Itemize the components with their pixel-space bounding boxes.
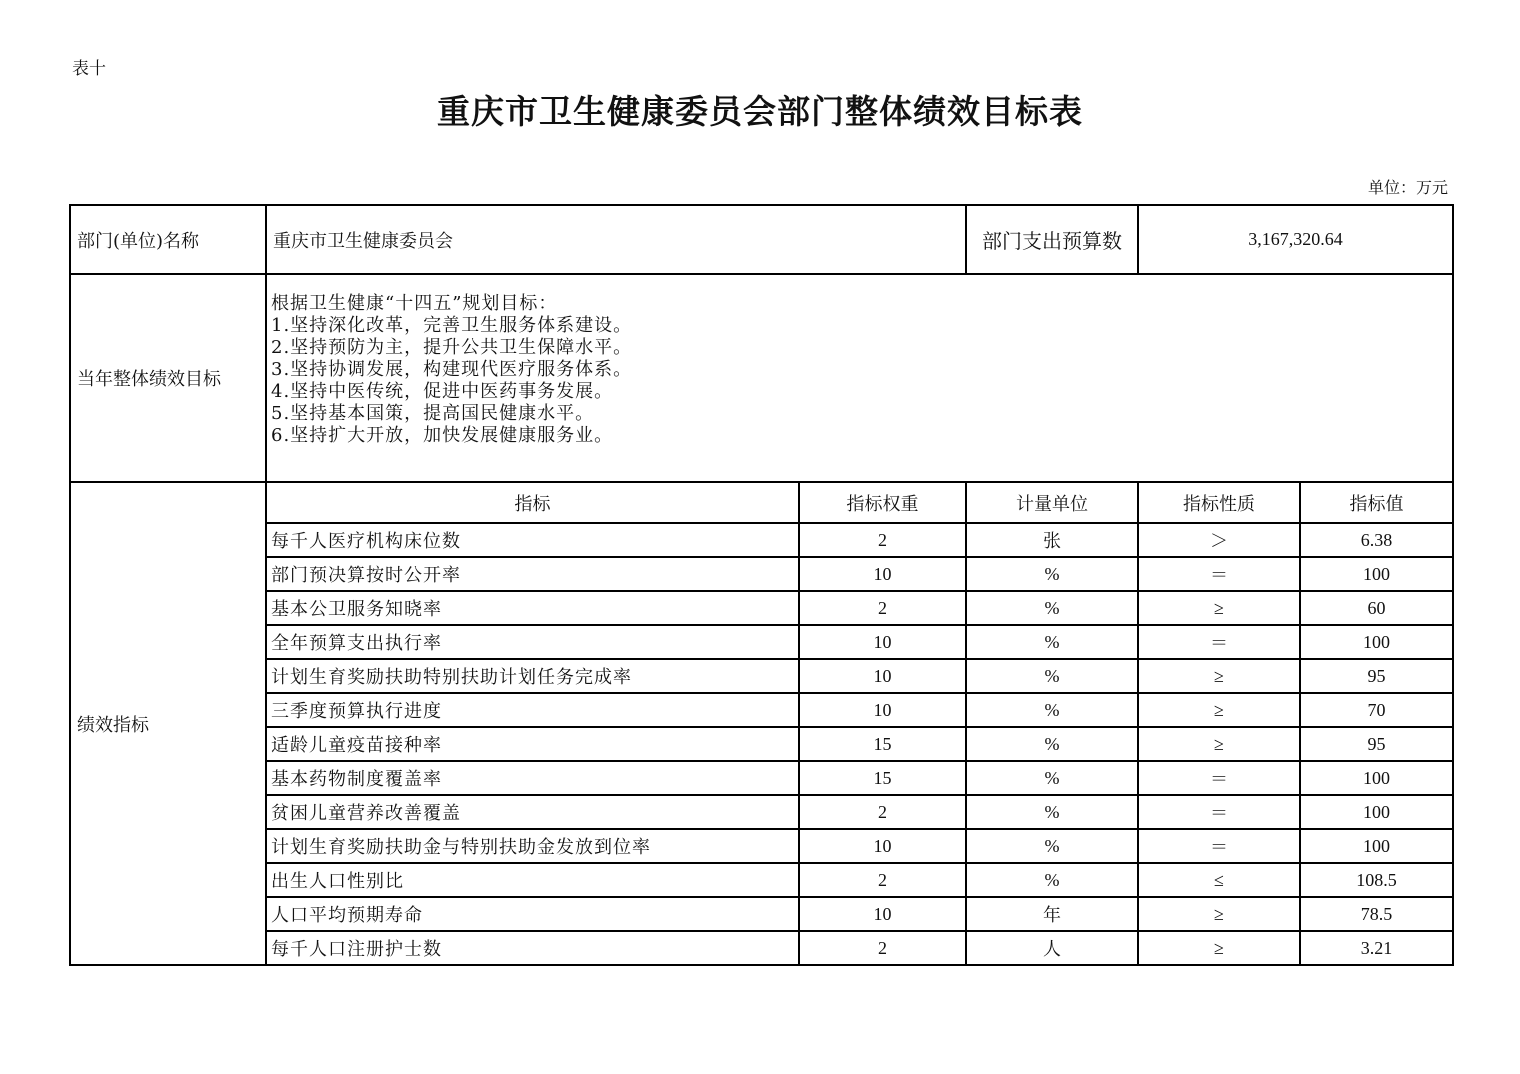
indicator-header-row <box>70 482 1453 523</box>
table-row <box>70 761 1453 795</box>
indicator-nature: ＝ <box>1138 557 1300 591</box>
indicator-nature: ≥ <box>1138 591 1300 625</box>
goals-label: 当年整体绩效目标 <box>70 274 266 482</box>
indicator-unit: 人 <box>966 931 1138 965</box>
table-row <box>70 523 1453 557</box>
indicator-weight: 10 <box>799 693 966 727</box>
table-row <box>70 659 1453 693</box>
table-row <box>70 557 1453 591</box>
table-row <box>70 931 1453 965</box>
indicator-value: 78.5 <box>1300 897 1453 931</box>
unit-label: 单位：万元 <box>1367 178 1448 197</box>
indicator-unit: % <box>966 557 1138 591</box>
indicator-name: 全年预算支出执行率 <box>266 625 799 659</box>
header-weight: 指标权重 <box>799 482 966 523</box>
indicator-nature: ＝ <box>1138 761 1300 795</box>
table-row <box>70 727 1453 761</box>
indicator-name: 适龄儿童疫苗接种率 <box>266 727 799 761</box>
goal-line: 6.坚持扩大开放，加快发展健康服务业。 <box>271 425 614 446</box>
indicator-name: 出生人口性别比 <box>266 863 799 897</box>
indicator-value: 95 <box>1300 659 1453 693</box>
indicator-value: 100 <box>1300 829 1453 863</box>
table-row <box>70 625 1453 659</box>
table-row <box>70 863 1453 897</box>
indicator-unit: % <box>966 863 1138 897</box>
indicator-name: 贫困儿童营养改善覆盖 <box>266 795 799 829</box>
indicator-unit: % <box>966 591 1138 625</box>
indicator-value: 100 <box>1300 557 1453 591</box>
indicator-name: 计划生育奖励扶助金与特别扶助金发放到位率 <box>266 829 799 863</box>
indicator-value: 60 <box>1300 591 1453 625</box>
dept-name-label: 部门(单位)名称 <box>70 205 266 274</box>
indicator-value: 3.21 <box>1300 931 1453 965</box>
goal-line: 4.坚持中医传统，促进中医药事务发展。 <box>271 381 614 402</box>
indicator-value: 100 <box>1300 625 1453 659</box>
indicator-name: 三季度预算执行进度 <box>266 693 799 727</box>
budget-label: 部门支出预算数 <box>966 205 1138 274</box>
indicator-weight: 15 <box>799 761 966 795</box>
goals-row <box>70 274 1453 482</box>
header-unit: 计量单位 <box>966 482 1138 523</box>
indicator-unit: % <box>966 727 1138 761</box>
goal-line: 5.坚持基本国策，提高国民健康水平。 <box>271 403 595 424</box>
page-title: 重庆市卫生健康委员会部门整体绩效目标表 <box>437 92 1083 131</box>
goals-text <box>266 274 1453 482</box>
indicator-name: 每千人口注册护士数 <box>266 931 799 965</box>
indicator-nature: ＝ <box>1138 795 1300 829</box>
indicator-nature: ≥ <box>1138 659 1300 693</box>
indicator-value: 108.5 <box>1300 863 1453 897</box>
dept-row <box>70 205 1453 274</box>
indicator-nature: ＞ <box>1138 523 1300 557</box>
indicator-weight: 2 <box>799 863 966 897</box>
indicator-weight: 10 <box>799 557 966 591</box>
indicator-weight: 2 <box>799 523 966 557</box>
indicator-weight: 15 <box>799 727 966 761</box>
table-number: 表十 <box>72 59 106 79</box>
indicator-unit: % <box>966 625 1138 659</box>
indicator-value: 100 <box>1300 761 1453 795</box>
indicator-weight: 10 <box>799 659 966 693</box>
goal-line: 根据卫生健康“十四五”规划目标： <box>271 293 558 314</box>
indicator-weight: 10 <box>799 897 966 931</box>
indicator-name: 每千人医疗机构床位数 <box>266 523 799 557</box>
indicator-unit: % <box>966 829 1138 863</box>
indicator-value: 95 <box>1300 727 1453 761</box>
indicator-nature: ＝ <box>1138 625 1300 659</box>
indicator-name: 基本公卫服务知晓率 <box>266 591 799 625</box>
indicator-nature: ≥ <box>1138 897 1300 931</box>
table-row <box>70 693 1453 727</box>
indicator-name: 基本药物制度覆盖率 <box>266 761 799 795</box>
header-indicator: 指标 <box>266 482 799 523</box>
table-row <box>70 829 1453 863</box>
table-row <box>70 897 1453 931</box>
indicators-label: 绩效指标 <box>70 482 266 965</box>
indicator-nature: ＝ <box>1138 829 1300 863</box>
goal-line: 3.坚持协调发展，构建现代医疗服务体系。 <box>271 359 633 380</box>
indicator-nature: ≥ <box>1138 727 1300 761</box>
indicator-nature: ≤ <box>1138 863 1300 897</box>
indicator-nature: ≥ <box>1138 931 1300 965</box>
indicator-weight: 10 <box>799 829 966 863</box>
table-row <box>70 795 1453 829</box>
header-value: 指标值 <box>1300 482 1453 523</box>
indicator-weight: 2 <box>799 931 966 965</box>
goal-line: 1.坚持深化改革，完善卫生服务体系建设。 <box>271 315 633 336</box>
indicator-weight: 10 <box>799 625 966 659</box>
indicator-weight: 2 <box>799 795 966 829</box>
budget-value: 3,167,320.64 <box>1138 205 1453 274</box>
indicator-name: 部门预决算按时公开率 <box>266 557 799 591</box>
indicator-name: 计划生育奖励扶助特别扶助计划任务完成率 <box>266 659 799 693</box>
dept-name-value: 重庆市卫生健康委员会 <box>266 205 966 274</box>
indicator-value: 70 <box>1300 693 1453 727</box>
header-nature: 指标性质 <box>1138 482 1300 523</box>
indicator-nature: ≥ <box>1138 693 1300 727</box>
indicator-weight: 2 <box>799 591 966 625</box>
indicator-unit: % <box>966 659 1138 693</box>
indicator-unit: 张 <box>966 523 1138 557</box>
indicator-unit: % <box>966 761 1138 795</box>
performance-target-table <box>69 204 1454 966</box>
indicator-unit: 年 <box>966 897 1138 931</box>
indicator-unit: % <box>966 795 1138 829</box>
indicator-name: 人口平均预期寿命 <box>266 897 799 931</box>
indicator-value: 6.38 <box>1300 523 1453 557</box>
goal-line: 2.坚持预防为主，提升公共卫生保障水平。 <box>271 337 633 358</box>
indicator-value: 100 <box>1300 795 1453 829</box>
table-row <box>70 591 1453 625</box>
indicator-unit: % <box>966 693 1138 727</box>
